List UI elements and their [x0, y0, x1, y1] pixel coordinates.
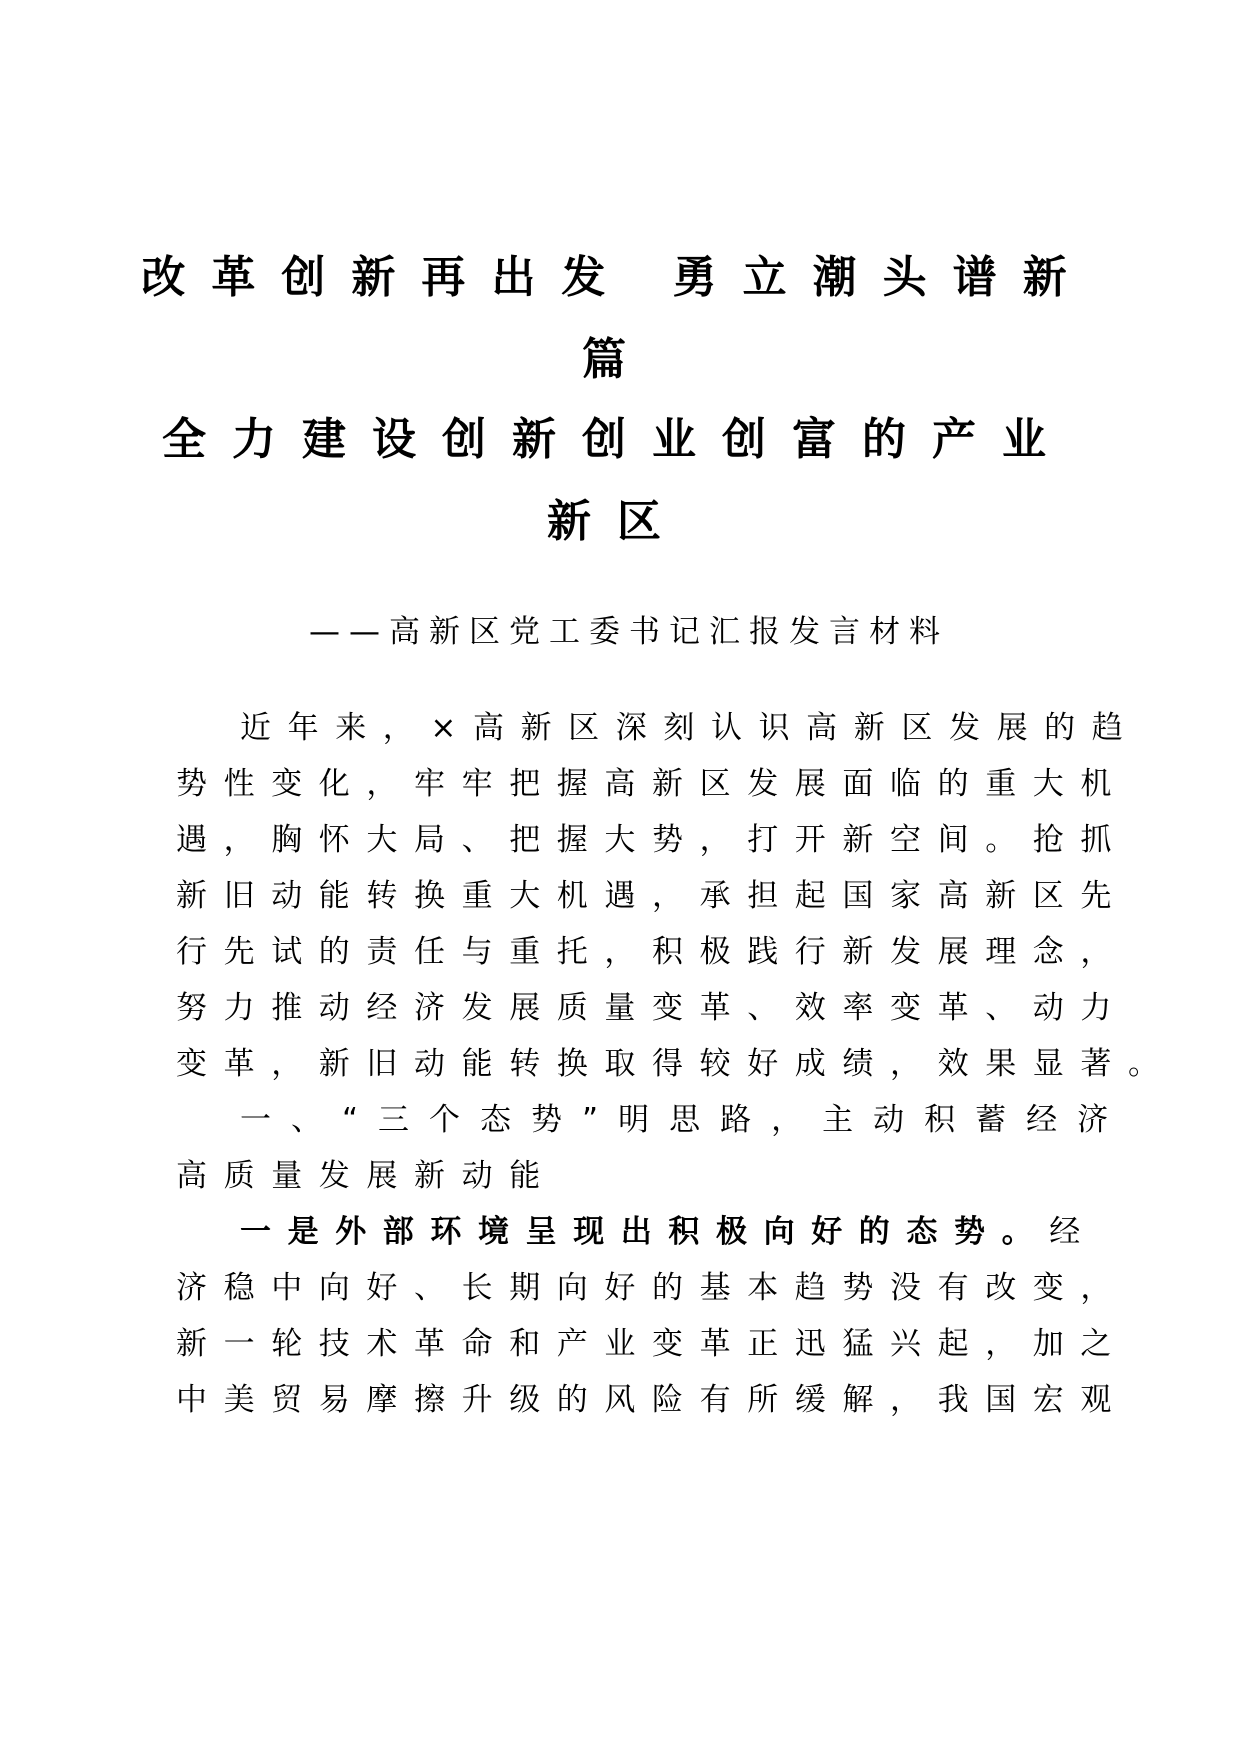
title-line-2: 篇 [582, 334, 652, 385]
title-line-1: 改革创新再出发 勇立潮头谱新 [141, 252, 1093, 303]
body-line: 近年来，×高新区深刻认识高新区发展的趋 [240, 710, 1140, 746]
body-line: 变革，新旧动能转换取得较好成绩，效果显著。 [176, 1046, 1176, 1082]
section-para-lead-rest: 经 [1049, 1214, 1097, 1250]
body-line: 努力推动经济发展质量变革、效率变革、动力 [176, 990, 1128, 1026]
body-line: 济稳中向好、长期向好的基本趋势没有改变， [176, 1270, 1128, 1306]
body-line: 行先试的责任与重托，积极践行新发展理念， [176, 934, 1128, 970]
body-line: 势性变化，牢牢把握高新区发展面临的重大机 [176, 766, 1128, 802]
title-line-4: 新区 [547, 496, 687, 547]
subtitle: ——高新区党工委书记汇报发言材料 [309, 614, 949, 650]
section-para-lead [240, 1210, 1097, 1254]
body-line: 新旧动能转换重大机遇，承担起国家高新区先 [176, 878, 1128, 914]
section-para-bold-lead: 一是外部环境呈现出积极向好的态势。 [240, 1214, 1050, 1250]
body-line: 新一轮技术革命和产业变革正迅猛兴起，加之 [176, 1326, 1128, 1362]
title-line-3: 全力建设创新创业创富的产业 [162, 414, 1072, 465]
body-line: 中美贸易摩擦升级的风险有所缓解，我国宏观 [176, 1382, 1128, 1418]
body-line: 遇，胸怀大局、把握大势，打开新空间。抢抓 [176, 822, 1128, 858]
section-heading-line: 高质量发展新动能 [176, 1158, 557, 1194]
section-heading-line: 一、“三个态势”明思路，主动积蓄经济 [240, 1102, 1129, 1138]
